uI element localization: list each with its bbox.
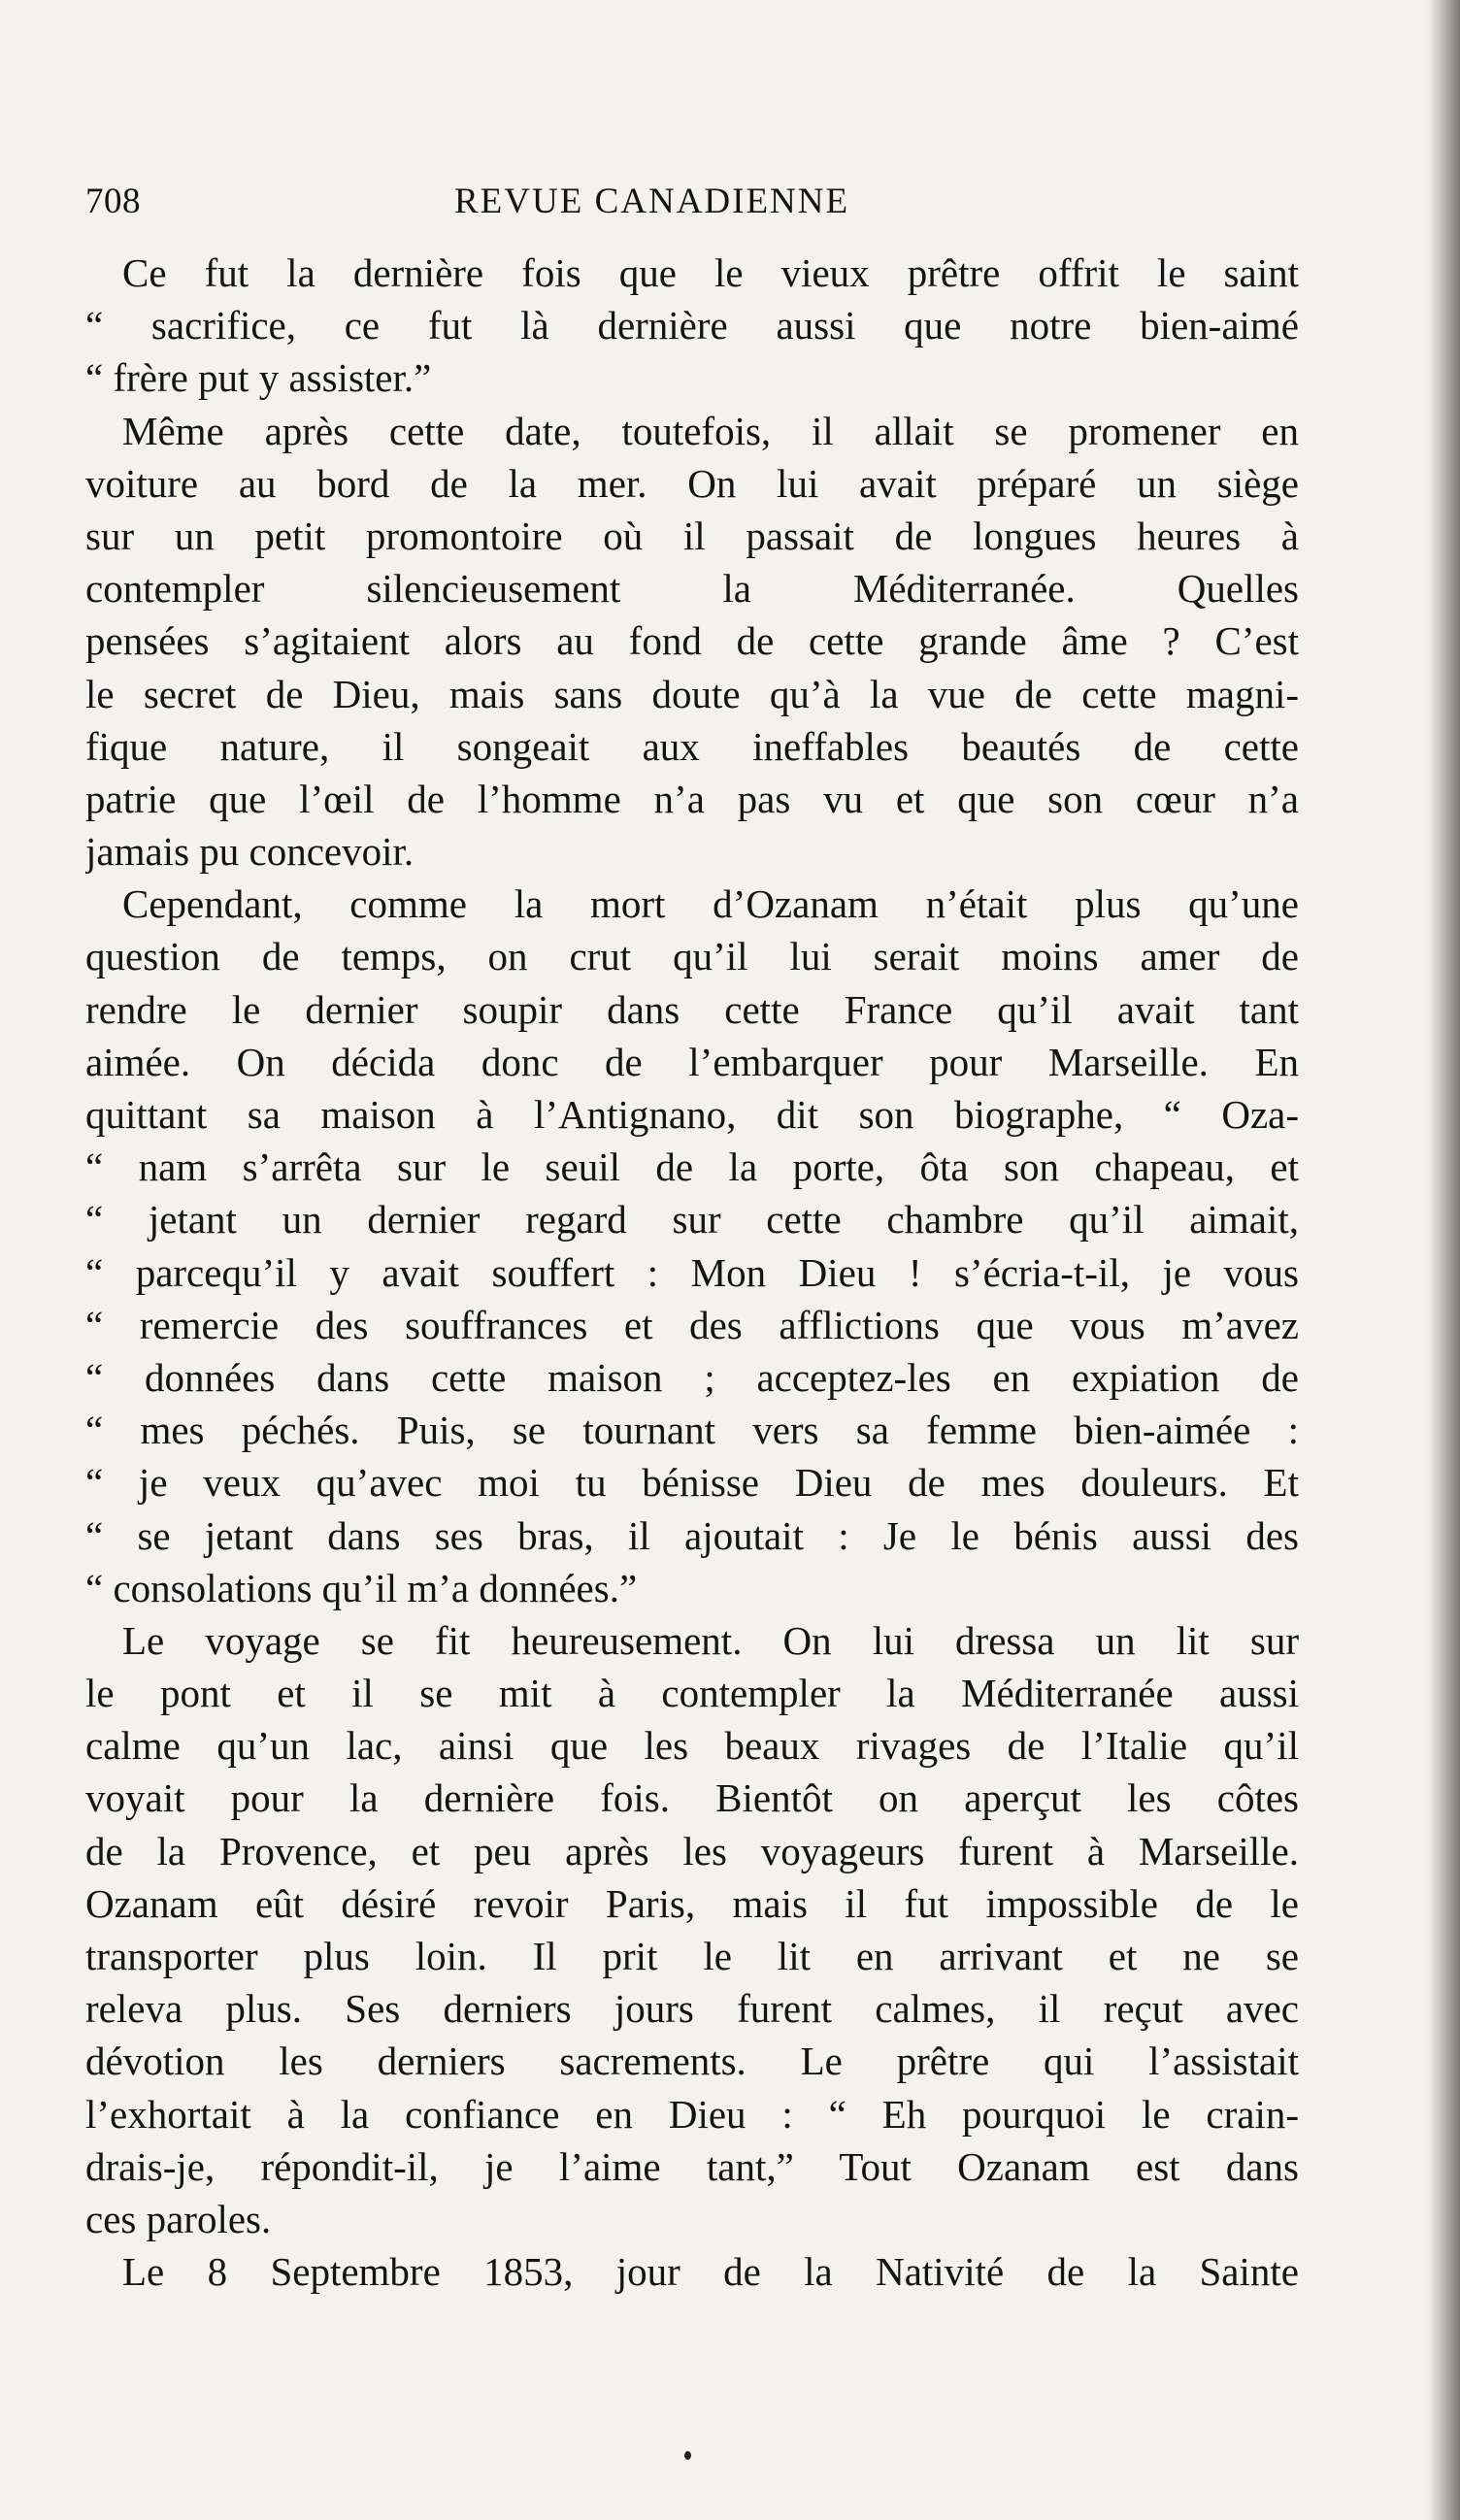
text-line: calme qu’un lac, ainsi que les beaux rivages de l’Italie qu’il — [85, 1723, 1299, 1769]
text-line: “ nam s’arrêta sur le seuil de la porte, ôta son chapeau, et — [85, 1144, 1299, 1190]
text-line: quittant sa maison à l’Antignano, dit son biographe, “ Oza- — [85, 1092, 1299, 1137]
text-line: Même après cette date, toutefois, il allait se promener en — [122, 408, 1299, 453]
text-line: question de temps, on crut qu’il lui serait moins amer de — [85, 934, 1299, 979]
text-line: transporter plus loin. Il prit le lit en arrivant et ne se — [85, 1934, 1299, 1978]
text-line: “ je veux qu’avec moi tu bénisse Dieu de mes douleurs. Et — [85, 1460, 1299, 1506]
text-line: le secret de Dieu, mais sans doute qu’à la vue de cette magni- — [85, 671, 1299, 716]
journal-title: REVUE CANADIENNE — [454, 182, 850, 221]
text-line: voyait pour la dernière fois. Bientôt on aperçut les côtes — [85, 1775, 1299, 1821]
text-line: “ parcequ’il y avait souffert : Mon Dieu ! s’écria-t-il, je vous — [85, 1249, 1299, 1295]
body-text — [85, 247, 1299, 2298]
text-line: Cependant, comme la mort d’Ozanam n’était plus qu’une — [122, 881, 1299, 927]
text-line: l’exhortait à la confiance en Dieu : “ Eh pourquoi le crain- — [85, 2091, 1299, 2137]
text-line: Le 8 Septembre 1853, jour de la Nativité de la Sainte — [122, 2249, 1299, 2295]
text-line: Le voyage se fit heureusement. On lui dressa un lit sur — [122, 1617, 1299, 1663]
running-head — [85, 181, 901, 229]
text-line: pensées s’agitaient alors au fond de cette grande âme ? C’est — [85, 618, 1299, 664]
binding-shadow — [1427, 0, 1460, 2520]
text-line: drais-je, répondit-il, je l’aime tant,” Tout Ozanam est dans — [85, 2143, 1299, 2189]
text-line: “ mes péchés. Puis, se tournant vers sa femme bien-aimée : — [85, 1408, 1299, 1453]
text-line: fique nature, il songeait aux ineffables beautés de cette — [85, 723, 1299, 769]
text-line: rendre le dernier soupir dans cette France qu’il avait tant — [85, 986, 1299, 1032]
text-line: “ sacrifice, ce fut là dernière aussi que notre bien-aimé — [85, 303, 1299, 348]
text-line: aimée. On décida donc de l’embarquer pour Marseille. En — [85, 1039, 1299, 1084]
text-line: de la Provence, et peu après les voyageurs furent à Marseille. — [85, 1828, 1299, 1873]
text-line: le pont et il se mit à contempler la Méditerranée aussi — [85, 1671, 1299, 1716]
page-number: 708 — [85, 182, 141, 221]
text-line: “ frère put y assister.” — [85, 355, 432, 401]
text-line: voiture au bord de la mer. On lui avait préparé un siège — [85, 460, 1299, 506]
text-line: Ozanam eût désiré revoir Paris, mais il fut impossible de le — [85, 1880, 1299, 1926]
text-line: contempler silencieusement la Méditerranée. Quelles — [85, 566, 1299, 612]
text-line: jamais pu concevoir. — [85, 829, 415, 875]
text-line: “ se jetant dans ses bras, il ajoutait : Je le bénis aussi des — [85, 1512, 1299, 1558]
text-line: Ce fut la dernière fois que le vieux prêtre offrit le saint — [122, 250, 1299, 295]
text-line: patrie que l’œil de l’homme n’a pas vu et que son cœur n’a — [85, 776, 1299, 821]
text-line: “ consolations qu’il m’a données.” — [85, 1565, 638, 1610]
text-line: “ jetant un dernier regard sur cette chambre qu’il aimait, — [85, 1197, 1299, 1243]
text-line: dévotion les derniers sacrements. Le prêtre qui l’assistait — [85, 2039, 1299, 2084]
text-line: “ données dans cette maison ; acceptez-les en expiation de — [85, 1354, 1299, 1400]
text-line: releva plus. Ses derniers jours furent calmes, il reçut avec — [85, 1986, 1299, 2032]
text-line: ces paroles. — [85, 2196, 272, 2241]
text-line: sur un petit promontoire où il passait de longues heures à — [85, 513, 1299, 558]
text-line: “ remercie des souffrances et des afflictions que vous m’avez — [85, 1302, 1299, 1347]
ink-dot — [684, 2451, 691, 2460]
